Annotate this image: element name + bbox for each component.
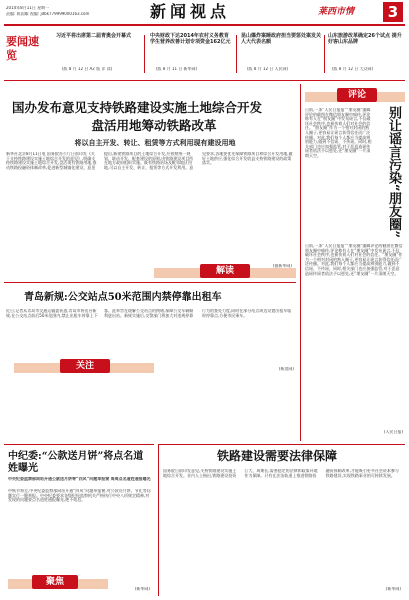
index-item-ref: (版 8 月 12 日 人民网) — [247, 67, 289, 71]
discipline-headline: 中纪委:“公款送月饼”将点名道姓曝光 — [8, 451, 144, 474]
discipline-body: 中秋节将至,中央纪委监察部网站开通“四风”问题举报窗,对公款送月饼、节礼等问题实行一键举报。中央纪委要求各级纪检监察机关严格执行中央八项规定精神,对发现的问题要点名道姓通报曝光,绝不姑息。 — [8, 489, 151, 503]
page-number: 3 — [383, 2, 403, 22]
index-divider — [144, 35, 145, 73]
bus-body: 近日,记者从青岛市交通运输委获悉,青岛市将出台新规,在公交站点前后50米范围内,禁止出租车停靠上下客。此举旨在缓解公交站点的拥堵,保障公交车辆顺利进出站。新规实施后,交警部门将加大对违规停靠行为的查处力度,同时在部分站点周边设置出租车临时停靠点,方便市民乘车。 — [6, 309, 292, 318]
index-item-title: 中央财政下达2014年农村义务教育学生营养改善计划专项资金162亿元 — [150, 33, 231, 45]
index-item-ref: (版 8 月 11 日 新华网) — [156, 67, 198, 71]
commentary-body: 日前,一条“人民日报报”“朋友圈”编辑评论的截图在微信朋友圈中疯传,评论称有人在“朋友圈”中发布谣言,不仅破坏社会秩序,也损伤着人们对社会的信任。“朋友圈”作为一个相对封闭的熟人圈子,更容易让谣言获得信任而广泛传播。对此,我们每个人都应当提高辨别能力,做到不信谣、不传谣。同时,相关部门也应加强监管,对于恶意造谣传谣者依法予以惩处,还“朋友圈”一片清朗天空。 — [305, 108, 372, 158]
commentary-badge: 评论 — [337, 88, 377, 102]
lead-body: 新华社北京8月11日电 国务院办公厅日前印发《关于支持铁路建设实施土地综合开发的意见》,明确支持铁路建设实施土地综合开发,盘活现有铁路用地,推动铁路投融资体制改革,促进新型城镇化建设。意见提出,新建铁路项目的土地综合开发,应按照统一规划、联动开发、配套建设的原则,由铁路建设项目所在地方政府组织实施。既有铁路站场及毗邻地区用地,可以自主开发、转让、租赁等方式开发利用。意见要求,各地要优先保障铁路项目和综合开发用地,做好土地供应,强化综合开发收益支持铁路建设的政策落实。 — [6, 152, 293, 170]
lead-banner: 解读 — [200, 264, 250, 278]
masthead-date: 2014年8月11日 星期一 — [6, 6, 50, 10]
index-item-title: 山东旅游改革确定26个试点 提升好客山东品牌 — [328, 33, 402, 45]
index-item[interactable] — [241, 33, 321, 77]
bus-story — [4, 282, 296, 378]
index-divider — [324, 35, 325, 73]
index-strip — [4, 29, 405, 81]
lead-headline-line1: 国办发布意见支持铁路建设实施土地综合开发 — [12, 100, 263, 115]
index-item[interactable] — [150, 33, 232, 77]
section-title: 新闻视点 — [150, 2, 231, 21]
rail-law-story — [158, 444, 405, 596]
bus-banner: 关注 — [60, 359, 110, 373]
lead-headline-line2: 盘活用地筹动铁路改革 — [91, 118, 217, 133]
discipline-subhead: 中央纪委监察部网站开通公款送月饼等“四风”问题举报窗 周周点名道姓通报曝光 — [8, 477, 151, 481]
commentary — [300, 84, 405, 441]
lead-subhead: 将以自主开发、转让、租赁等方式利用现有建设用地 — [74, 138, 236, 147]
masthead-editor-line — [6, 12, 116, 17]
index-divider — [236, 35, 237, 73]
discipline-banner: 聚焦 — [32, 575, 78, 589]
lead-source: (据新华网) — [272, 264, 292, 268]
masthead — [0, 0, 409, 26]
rail-law-source: (新华网) — [385, 587, 401, 591]
discipline-source: (新华网) — [134, 587, 150, 591]
bus-source: (新浪网) — [278, 367, 294, 371]
bus-headline: 青岛新规:公交站点50米范围内禁停靠出租车 — [24, 292, 222, 303]
commentary-title: 别让谣言污染“朋友圈” — [386, 106, 401, 238]
index-item[interactable] — [328, 33, 404, 77]
index-label: 要闻速览 — [6, 35, 39, 62]
index-item-ref: (版 8 月 12 日 大众网) — [332, 67, 374, 71]
index-item[interactable] — [56, 33, 140, 77]
commentary-body-continued: 日前,一条“人民日报报”“朋友圈”编辑评论的截图在微信朋友圈中疯传,评论称有人在“朋友圈”中发布谣言,不仅破坏社会秩序,也损伤着人们对社会的信任。“朋友圈”作为一个相对封闭的熟人圈子,更容易让谣言获得信任而广泛传播。对此,我们每个人都应当提高辨别能力,做到不信谣、不传谣。同时,相关部门也应加强监管,对于恶意造谣传谣者依法予以惩处,还“朋友圈”一片清朗天空。 — [305, 244, 403, 276]
masthead-editor: 责编: 陈国雄 视编: — [6, 12, 41, 16]
masthead-email: jdbk779999000163.com — [40, 12, 90, 16]
rail-law-headline: 铁路建设需要法律保障 — [217, 449, 338, 463]
index-item-title: 昆山爆炸案睡政府担当要惩处案发关人大代表名额 — [241, 33, 322, 45]
index-item-title: 习近平将出席第二届青奥会开幕式 — [56, 33, 132, 39]
column-name: 莱西市情 — [318, 7, 355, 17]
discipline-story — [4, 444, 154, 596]
rail-law-body: 国务院日前印发意见,支持铁路建设实施土地综合开发。业内人士指出,铁路建设投资巨大、周期长,需要稳定的法律和政策环境作为保障。只有在法治轨道上推进铁路投融资体制改革,才能吸引更多社会资本参与铁路建设,实现铁路事业的可持续发展。 — [163, 469, 399, 478]
index-item-ref: (版 8 月 12 日 A2 版 详 读) — [62, 67, 113, 71]
commentary-source: (人民日报) — [383, 430, 403, 434]
masthead-rule — [4, 24, 405, 26]
lead-story — [4, 84, 296, 279]
